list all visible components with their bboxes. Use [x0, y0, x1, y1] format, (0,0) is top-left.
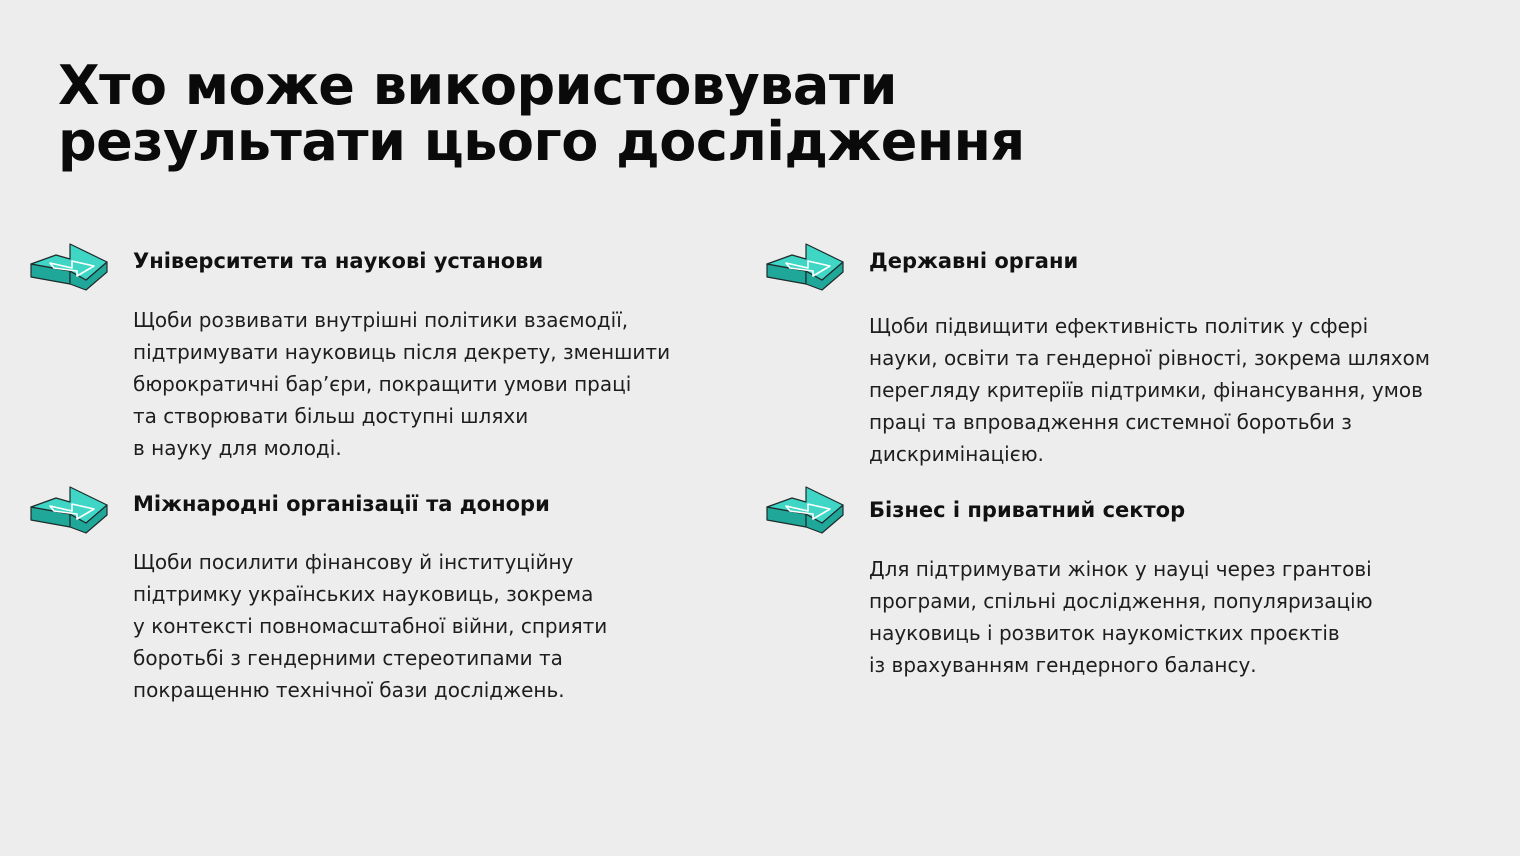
card-body-line: покращенню технічної бази досліджень.: [133, 678, 565, 702]
card-body: [133, 304, 670, 464]
card-body-line: із врахуванням гендерного балансу.: [869, 653, 1257, 677]
arrow-right-icon: [766, 242, 844, 292]
arrow-right-icon: [30, 485, 108, 535]
arrow-right-icon: [30, 242, 108, 292]
card-body-line: праці та впровадження системної боротьби з: [869, 410, 1352, 434]
page-title: [58, 54, 1258, 173]
page-title-line-1: Хто може використовувати: [58, 54, 898, 117]
card-heading: Державні органи: [869, 249, 1079, 273]
card-heading: Університети та наукові установи: [133, 249, 544, 273]
page-title-line-2: результати цього дослідження: [58, 110, 1025, 173]
card-government: [766, 242, 1511, 478]
card-body-line: підтримку українських науковиць, зокрема: [133, 582, 594, 606]
card-body-line: Для підтримувати жінок у науці через грантові: [869, 557, 1372, 581]
card-body-line: Щоби підвищити ефективність політик у сфері: [869, 314, 1369, 338]
card-body: [869, 553, 1373, 681]
card-body-line: підтримувати науковиць після декрету, зменшити: [133, 340, 671, 364]
card-body-line: перегляду критеріїв підтримки, фінансування, умов: [869, 378, 1423, 402]
card-business: [766, 485, 1511, 695]
card-international-donors: [30, 485, 750, 715]
card-universities: [30, 242, 750, 472]
card-body-line: бюрократичні бар’єри, покращити умови праці: [133, 372, 632, 396]
card-body-line: науковиць і розвиток наукомістких проєктів: [869, 621, 1340, 645]
card-body-line: боротьбі з гендерними стереотипами та: [133, 646, 563, 670]
card-heading: Міжнародні організації та донори: [133, 492, 550, 516]
card-body-line: та створювати більш доступні шляхи: [133, 404, 529, 428]
card-body: [133, 546, 607, 706]
card-body: [869, 310, 1430, 470]
card-body-line: в науку для молоді.: [133, 436, 342, 460]
arrow-right-icon: [766, 485, 844, 535]
card-body-line: у контексті повномасштабної війни, сприяти: [133, 614, 608, 638]
card-body-line: науки, освіти та гендерної рівності, зокрема шляхом: [869, 346, 1430, 370]
card-body-line: програми, спільні дослідження, популяризацію: [869, 589, 1373, 613]
card-body-line: дискримінацією.: [869, 442, 1044, 466]
card-heading: Бізнес і приватний сектор: [869, 498, 1186, 522]
card-body-line: Щоби розвивати внутрішні політики взаємодії,: [133, 308, 629, 332]
card-body-line: Щоби посилити фінансову й інституційну: [133, 550, 574, 574]
